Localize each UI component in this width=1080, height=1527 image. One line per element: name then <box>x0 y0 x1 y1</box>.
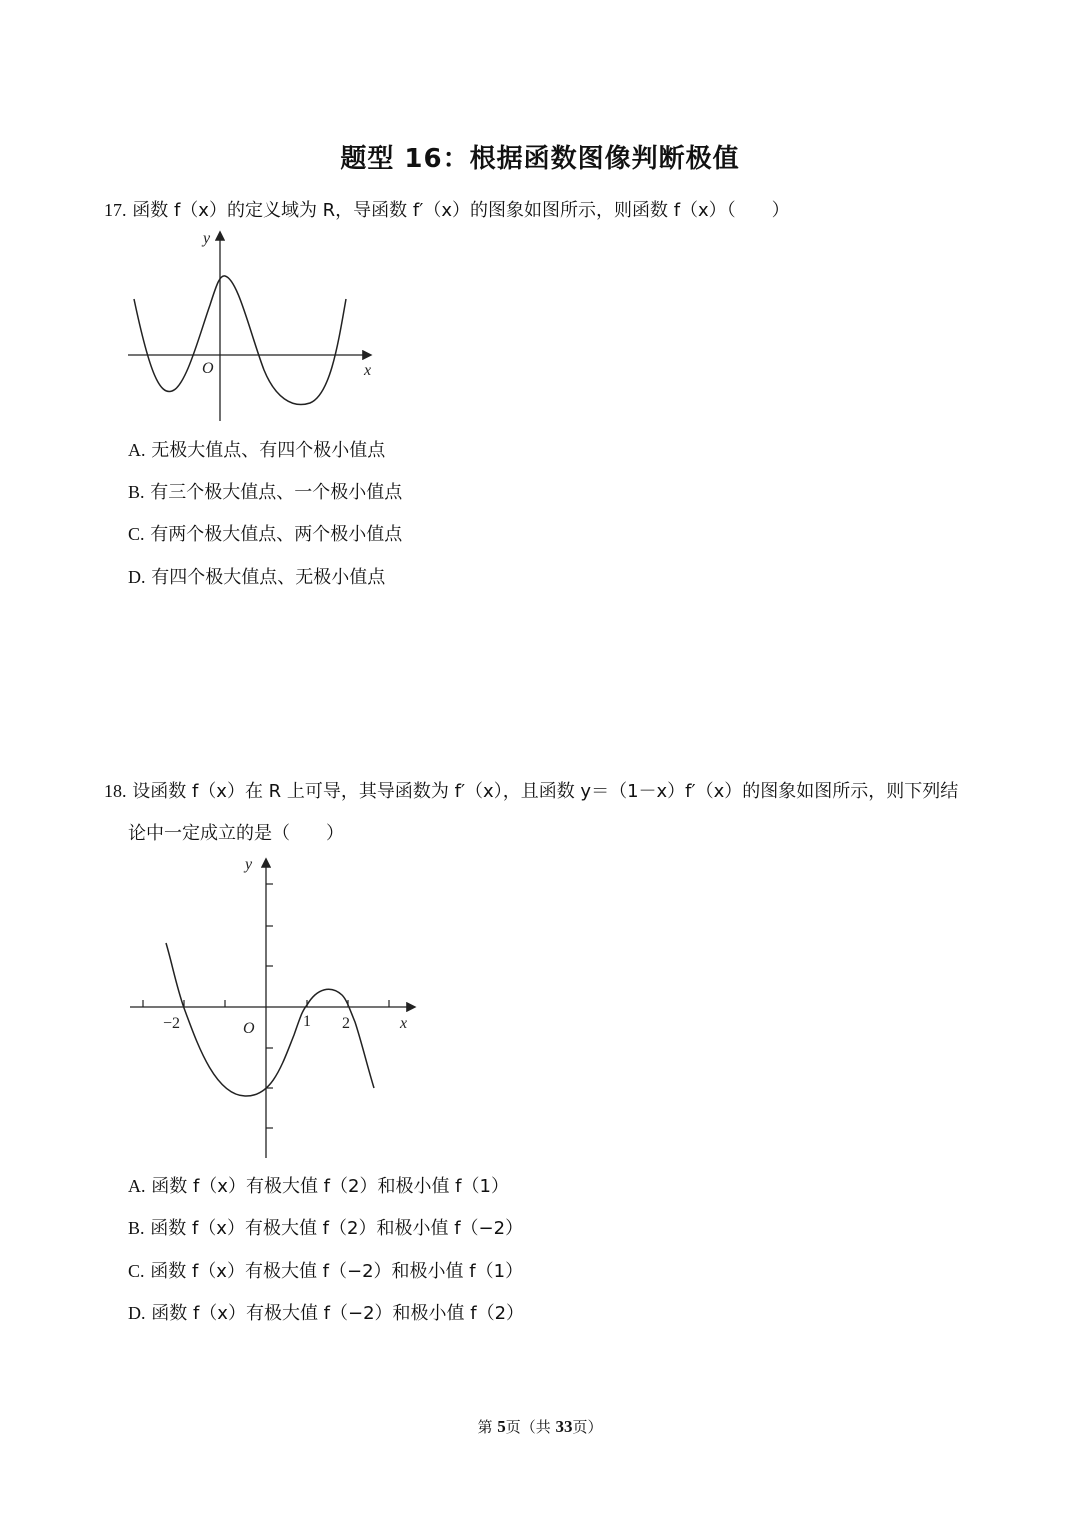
question-18-option-d[interactable]: D. 函数 f（x）有极大值 f（−2）和极小值 f（2） <box>128 1303 525 1324</box>
derivative-curve <box>134 276 346 405</box>
page-number: 5 <box>497 1417 506 1436</box>
tick-label-neg-2: −2 <box>163 1015 181 1032</box>
origin-label: O <box>243 1020 255 1037</box>
question-18-stem-line-1 <box>104 777 958 803</box>
question-17-option-c[interactable]: C. 有两个极大值点、两个极小值点 <box>128 524 403 545</box>
question-17-stem-line <box>104 196 790 222</box>
question-17-number: 17. <box>104 200 127 220</box>
question-18-stem-line-2: 论中一定成立的是（ ） <box>128 823 344 844</box>
question-18-option-a[interactable]: A. 函数 f（x）有极大值 f（2）和极小值 f（1） <box>128 1176 509 1197</box>
question-17-option-a[interactable]: A. 无极大值点、有四个极小值点 <box>128 440 386 461</box>
question-17-option-b[interactable]: B. 有三个极大值点、一个极小值点 <box>128 482 403 503</box>
y-axis-ticks <box>266 884 273 1128</box>
question-18-stem-1: 设函数 f（x）在 R 上可导，其导函数为 f′（x），且函数 y＝（1－x）f′（x）的图象如图所示，则下列结 <box>132 781 959 802</box>
tick-label-2: 2 <box>342 1015 350 1032</box>
question-18-number: 18. <box>104 781 127 801</box>
page-footer: 第 5页（共 33页） <box>477 1417 603 1436</box>
tick-label-1: 1 <box>303 1013 311 1030</box>
x-axis-label: x <box>400 1015 408 1032</box>
origin-label: O <box>202 360 214 377</box>
question-18-option-c[interactable]: C. 函数 f（x）有极大值 f（−2）和极小值 f（1） <box>128 1261 524 1282</box>
question-18-figure <box>124 850 424 1165</box>
x-axis-label: x <box>364 362 372 379</box>
y-axis-label: y <box>203 230 211 247</box>
question-17-figure <box>120 225 390 425</box>
question-17-stem: 函数 f（x）的定义域为 R，导函数 f′（x）的图象如图所示，则函数 f（x）（ ） <box>132 200 790 221</box>
y-axis-label: y <box>245 856 253 873</box>
question-17-option-d[interactable]: D. 有四个极大值点、无极小值点 <box>128 567 386 588</box>
question-18-option-b[interactable]: B. 函数 f（x）有极大值 f（2）和极小值 f（−2） <box>128 1218 524 1239</box>
page-title: 题型 16：根据函数图像判断极值 <box>340 144 740 174</box>
page-total: 33 <box>555 1417 573 1436</box>
